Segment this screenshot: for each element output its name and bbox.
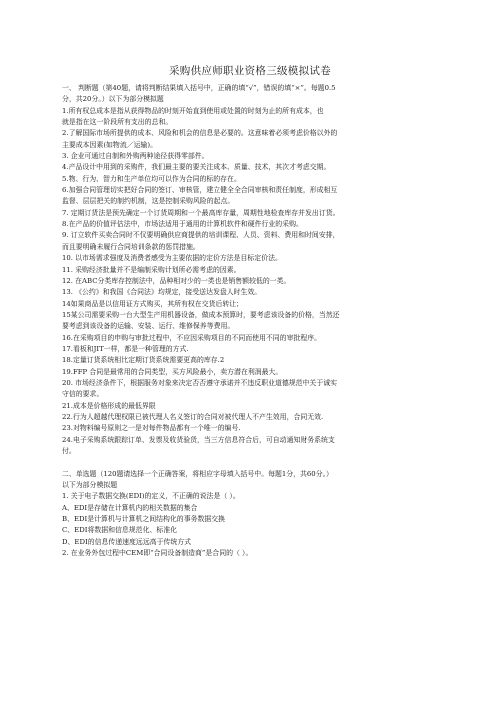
question-line: 16.在采购项目的申购与审批过程中，不应因采购项目的不同而使用不同的审批程序。 — [62, 333, 322, 342]
section-judgment — [62, 83, 438, 457]
question-line: 15某公司需要采购一台大型生产用机器设备，做成本预算时，要考虑该设备的价格，当然还 — [62, 310, 340, 319]
question-line: 8.在产品的价值评估法中，市场法适用于通用的计算机软件和硬件行业的采购。 — [62, 220, 303, 229]
section1-heading-line-1: 一、 判断题（第40题，请将判断结果填入括号中，正确的填“√”，错误的填“×”。每题0.5 — [62, 84, 336, 92]
question-line: 5.物、行为、智力和生产单位均可以作为合同的标的存在。 — [62, 174, 241, 183]
option-line: A、EDI是存储在计算机内的相关数据的集合 — [62, 503, 198, 512]
question-line: 9. 订立软件买卖合同时不仅要明确供应商提供的培训课程、人员、资料、费用和时间安排， — [62, 231, 340, 240]
section-single-choice — [62, 469, 438, 560]
question-line: 要考虑到该设备的运输、安装、运行、维修保养等费用。 — [62, 322, 235, 331]
exam-page — [62, 64, 438, 559]
question-line: 4.产品设计中用到的采购件，我们最主要的要关注成本、质量、技术，其次才考虑交期。 — [62, 163, 331, 172]
question-line: 1.所有权总成本是指从获得物品的时刻开始直到使用或处置的时刻为止的所有成本，也 — [62, 106, 324, 115]
question-line: 付。 — [62, 447, 76, 455]
question-line: 监督、层层把关的制约机制，这是控制采购风险的起点。 — [62, 197, 235, 206]
question-line: 20. 市场经济条件下，根据服务对象来决定否否遵守承诺并不违反职业道德规范中关于诚实 — [62, 378, 337, 387]
option-line: D、EDI的信息传递速度远远高于传统方式 — [62, 537, 192, 546]
question-line: 18.定量订货系统相比定期订货系统需要更高的库存.2 — [62, 356, 225, 365]
question-line: 22.行为人超越代理权限已被代理人名义签订的合同对被代理人不产生效用，合同无效. — [62, 412, 324, 421]
section2-heading-line-2: 以下为部分模拟题 — [62, 481, 118, 490]
question-line: 11. 采购经济批量并不是编制采购计划所必需考虑的因素。 — [62, 265, 241, 274]
question-line: 就是指在这一阶段所有支出的总和。 — [62, 118, 173, 127]
question-line: 主要成本因素(如物流／运输)。 — [62, 140, 157, 149]
option-line: C、EDI将数据和信息规范化、标准化 — [62, 526, 178, 535]
question-line: 21.成本是价格形成的最低界限 — [62, 401, 156, 410]
section-spacer — [62, 457, 438, 468]
question-line: 2.了解国际市场所提供的成本、风险和机会的信息是必要的。这意味着必须考虑价格以外的 — [62, 129, 338, 138]
question-line: 19.FFP 合同是最常用的合同类型，买方风险最小，卖方潜在利润最大。 — [62, 367, 283, 376]
question-line: 2. 在业务外包过程中CEM即“合同设备制造商”是合同的（ ）。 — [62, 549, 253, 558]
question-line: 7. 定期订货法是预先确定一个订货周期和一个最高库存量，周期性地检查库存并发出订货。 — [62, 208, 340, 217]
option-line: B、EDI是计算机与计算机之间结构化的事务数据交换 — [62, 515, 226, 524]
question-line: 17.看板和JIT一样，都是一种管理的方式. — [62, 344, 189, 353]
question-line: 23.对物料编号原则之一是对每件物品都有一个唯一的编号. — [62, 424, 241, 433]
question-line: 13. 《公约》和我国《合同法》均规定，接受送达发盘人时生效。 — [62, 288, 262, 297]
question-line: 14如果商品是以信用证方式购买，其所有权在交货后转让； — [62, 299, 244, 308]
section2-heading-line-1: 二、单选题（120题请选择一个正确答案，将相应字母填入括号中。每题1分，共60分。） — [62, 469, 333, 478]
page-title: 采购供应师职业资格三级模拟试卷 — [169, 65, 331, 77]
question-line: 1. 关于电子数据交换(EDI)的定义，不正确的说法是（ ）。 — [62, 492, 240, 501]
section1-heading-line-2: 分，共20分。）以下为部分模拟题 — [62, 95, 164, 104]
question-line: 12. 在ABC分类库存控制法中，品种相对少的一类也是销售额较低的一类。 — [62, 276, 291, 285]
question-line: 而且要明确未履行合同培训条款的惩罚措施。 — [62, 242, 200, 251]
question-line: 守信的要求。 — [62, 390, 104, 399]
question-line: 10. 以市场需求强度及消费者感受为主要依据的定价方法是目标定价法。 — [62, 254, 282, 263]
question-line: 6.加强合同管理切实把好合同的签订、审核管，建立健全全合同审核和责任制度，形成相互 — [62, 186, 338, 195]
question-line: 3. 企业可通过自制和外购两种途径获得零部件。 — [62, 152, 209, 161]
question-line: 24.电子采购系统跟踪订单、发票及收货验货，当三方信息符合后，可自动通知财务系统支 — [62, 435, 335, 444]
